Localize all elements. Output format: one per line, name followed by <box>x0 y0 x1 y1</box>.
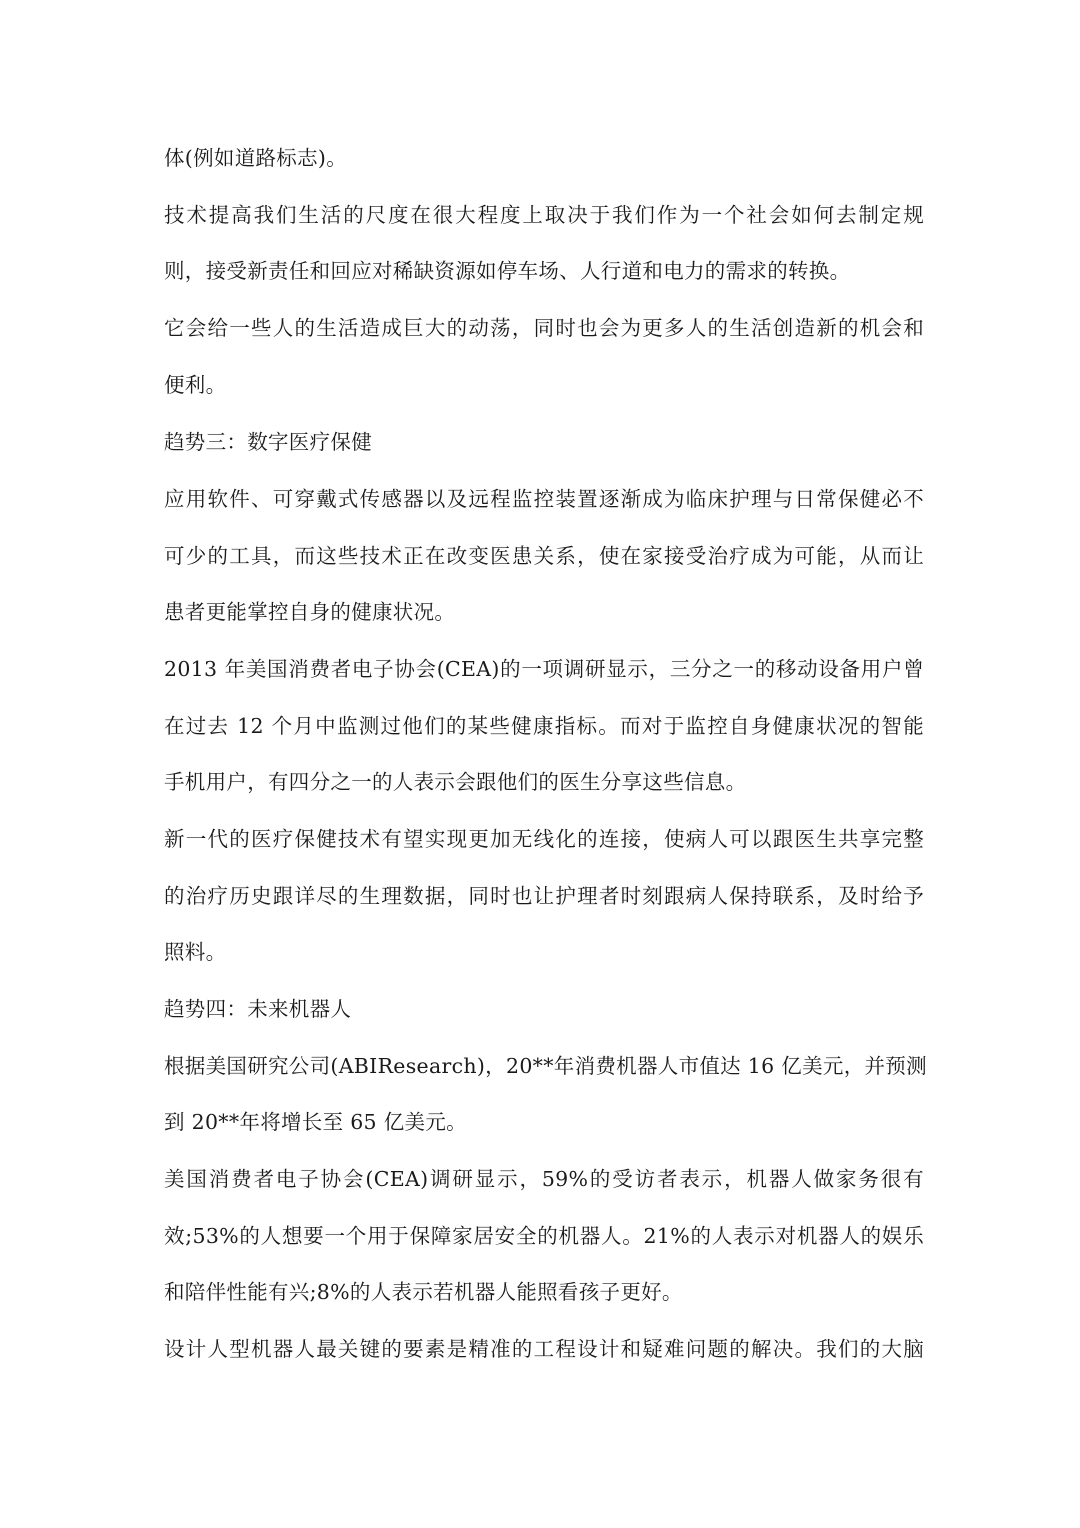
text-line: 根据美国研究公司(ABIResearch)，20**年消费机器人市值达 16 亿美元，并预测 <box>164 1054 927 1078</box>
section-heading: 趋势四：未来机器人 <box>164 997 352 1021</box>
text-line: 体(例如道路标志)。 <box>164 146 347 170</box>
text-line: 在过去 12 个月中监测过他们的某些健康指标。而对于监控自身健康状况的智能 <box>164 714 924 738</box>
text-line: 的治疗历史跟详尽的生理数据，同时也让护理者时刻跟病人保持联系，及时给予 <box>164 884 924 908</box>
text-line: 可少的工具，而这些技术正在改变医患关系，使在家接受治疗成为可能，从而让 <box>164 544 924 568</box>
text-line: 效;53%的人想要一个用于保障家居安全的机器人。21%的人表示对机器人的娱乐 <box>164 1224 924 1248</box>
text-line: 2013 年美国消费者电子协会(CEA)的一项调研显示，三分之一的移动设备用户曾 <box>164 657 924 681</box>
text-line: 照料。 <box>164 940 227 964</box>
text-line: 患者更能掌控自身的健康状况。 <box>164 600 456 624</box>
text-line: 美国消费者电子协会(CEA)调研显示，59%的受访者表示，机器人做家务很有 <box>164 1167 924 1191</box>
section-heading: 趋势三：数字医疗保健 <box>164 430 372 454</box>
text-line: 则，接受新责任和回应对稀缺资源如停车场、人行道和电力的需求的转换。 <box>164 259 851 283</box>
text-line: 技术提高我们生活的尺度在很大程度上取决于我们作为一个社会如何去制定规 <box>164 203 924 227</box>
text-line: 它会给一些人的生活造成巨大的动荡，同时也会为更多人的生活创造新的机会和 <box>164 316 924 340</box>
text-line: 和陪伴性能有兴;8%的人表示若机器人能照看孩子更好。 <box>164 1280 683 1304</box>
text-line: 到 20**年将增长至 65 亿美元。 <box>164 1110 467 1134</box>
text-line: 便利。 <box>164 373 227 397</box>
text-line: 新一代的医疗保健技术有望实现更加无线化的连接，使病人可以跟医生共享完整 <box>164 827 924 851</box>
text-line: 应用软件、可穿戴式传感器以及远程监控装置逐渐成为临床护理与日常保健必不 <box>164 487 924 511</box>
text-line: 手机用户，有四分之一的人表示会跟他们的医生分享这些信息。 <box>164 770 747 794</box>
text-line: 设计人型机器人最关键的要素是精准的工程设计和疑难问题的解决。我们的大脑 <box>164 1337 924 1361</box>
